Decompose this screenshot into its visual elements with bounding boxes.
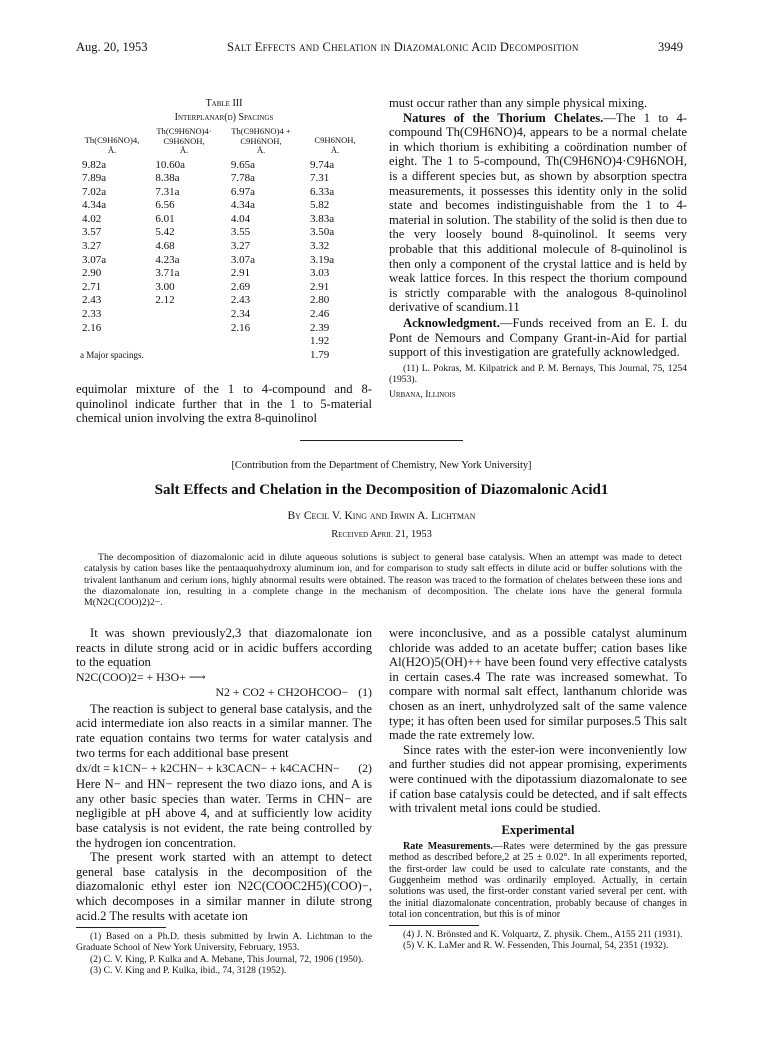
table-cell: 7.89a <box>82 172 107 185</box>
header-page-number: 3949 <box>658 40 683 54</box>
table-cell: 7.78a <box>230 172 256 185</box>
table-cell: 4.34a <box>82 199 107 212</box>
footnote-2: (2) C. V. King, P. Kulka and A. Mebane, This Journal, 72, 1906 (1950). <box>90 953 364 965</box>
table-row <box>82 335 372 349</box>
table-row <box>82 254 372 268</box>
abstract: The decomposition of diazomalonic acid in dilute aqueous solutions is subject to general base catalysis. When an attempt was made to detect catalysis by cation bases like the pentaaquohydroxy aluminum ion, and for comparison to study salt effects in dilute acid or buffer solutions with the trivalent lanthanum and cerium ions, highly abnormal results were obtained. The reason was traced to the formation of chelates between these ions and the diazomalonate ion, resulting in a complete change in the mechanism of decomposition. The chelate ions have the general formula M(N2C(COO)2)2−. <box>84 552 682 609</box>
table-cell: 2.91 <box>309 280 330 293</box>
table-cell: 3.03 <box>309 267 330 280</box>
table-cell: 3.57 <box>82 226 102 239</box>
table-cell: 2.71 <box>82 280 102 293</box>
table-cell: 6.01 <box>155 212 175 225</box>
table-row <box>82 159 372 173</box>
footnote-rule-right <box>389 925 479 926</box>
table-cell: 3.50a <box>309 226 335 239</box>
table-cell: 3.27 <box>230 240 251 253</box>
table-cell: 2.90 <box>82 267 102 280</box>
body-p3: Here N− and HN− represent the two diazo ions, and A is any other basic species than water. Terms in CHN− are negligible at pH above 4, and at sufficiently low acidity base catalysis is not evident, the rate being controlled by the hydrogen ion concentration. <box>76 777 372 850</box>
header-date: Aug. 20, 1953 <box>76 40 148 54</box>
right-body-column <box>389 626 687 951</box>
table-row <box>82 213 372 227</box>
col3-unit: Å. <box>256 145 266 155</box>
table-row <box>82 267 372 281</box>
table-cell <box>82 335 155 349</box>
section-heading-experimental: Experimental <box>501 822 575 837</box>
table-cell: 2.39 <box>309 321 330 334</box>
right-top-column <box>389 96 687 400</box>
footnote-3: (3) C. V. King and P. Kulka, ibid., 74, 3128 (1952). <box>90 964 287 976</box>
footnote-4: (4) J. N. Brönsted and K. Volquartz, Z. physik. Chem., A155 211 (1931). <box>403 928 683 940</box>
table-cell: 2.12 <box>155 294 175 307</box>
table-cell: 6.33a <box>309 185 335 198</box>
body-p2: The reaction is subject to general base catalysis, and the acid intermediate ion also reacts in a similar manner. The rate equation contains two terms for water catalysis and two terms for each additional base present <box>76 701 372 760</box>
table-row <box>82 226 372 240</box>
table-cell: 7.31 <box>309 172 330 185</box>
table-cell: 4.68 <box>155 240 175 253</box>
col4-header: C9H6NOH, <box>314 135 356 145</box>
table-cell: 5.42 <box>155 226 175 239</box>
col2-unit: Å. <box>179 145 189 155</box>
col1-unit: Å. <box>107 144 117 155</box>
table-cell: 9.74a <box>309 158 335 171</box>
table-cell: 3.19a <box>309 253 335 266</box>
table-row <box>82 322 372 336</box>
table-cell: 3.83a <box>309 212 335 225</box>
equation-2-number: (2) <box>358 761 372 776</box>
table-cell <box>155 308 231 322</box>
table-body <box>82 159 372 363</box>
col4-unit: Å. <box>330 144 340 155</box>
table-cell: 1.92 <box>309 335 330 348</box>
col2-header-2: C9H6NOH, <box>163 135 205 146</box>
table-cell: 2.43 <box>82 294 102 307</box>
right-body-p2: Since rates with the ester-ion were inconveniently low and further studies did not appear promising, experiments were continued with the dipotassium diazomalonate to see if cation base catalysis could be detected, and if salt effects with trivalent metal ions could be studied. <box>389 742 687 816</box>
table-row <box>82 294 372 308</box>
rate-measurements-heading: Rate Measurements. <box>403 840 493 852</box>
table-cell: 5.82 <box>309 199 330 212</box>
table-row <box>82 172 372 186</box>
table-cell: 4.02 <box>82 212 102 225</box>
table-cell: 2.91 <box>230 267 251 280</box>
table-cell: 3.32 <box>309 240 330 253</box>
table-title: Table III <box>205 98 243 109</box>
col3-header-2: C9H6NOH, <box>240 135 282 146</box>
table-cell: 7.31a <box>155 185 180 198</box>
running-header <box>76 40 683 56</box>
table-cell: 2.16 <box>230 321 251 334</box>
right-top-p1: must occur rather than any simple physical mixing. <box>389 96 648 110</box>
table-footnote: a Major spacings. <box>80 350 144 361</box>
table-cell: 1.79 <box>309 348 330 361</box>
footnote-5: (5) V. K. LaMer and R. W. Fessenden, This Journal, 54, 2351 (1932). <box>403 939 669 951</box>
body-p4: The present work started with an attempt to detect general base catalysis in the decomposition of the diazomalonic ethyl ester ion N2C(COOC2H5)(COO)−, which decomposes in a similar manner in dilute strong acid.2 The results with acetate ion <box>76 850 372 923</box>
col1-header: Th(C9H6NO)4, <box>84 135 140 145</box>
table-cell: 9.65a <box>230 158 256 171</box>
table-row <box>82 308 372 322</box>
table-cell: 3.07a <box>82 253 107 266</box>
left-body-column <box>76 626 372 976</box>
natures-heading: Natures of the Thorium Chelates. <box>403 110 604 125</box>
table-cell: 3.07a <box>230 253 256 266</box>
table-cell: 2.34 <box>230 308 251 321</box>
equation-1-line1: N2C(COO)2= + H3O+ ⟶ <box>76 669 206 684</box>
table-row <box>82 281 372 295</box>
table-cell <box>155 322 231 336</box>
table-cell: 3.00 <box>155 280 175 293</box>
ack-heading: Acknowledgment. <box>403 315 500 330</box>
natures-body: —The 1 to 4-compound Th(C9H6NO)4, appears to be a normal chelate in which thorium is exhibiting a coördination number of eight. The 1 to 5-compound, Th(C9H6NO)4·C9H6NOH, is a different species but, as shown by absorption spectra measurements, it possesses this identity only in the solid state and becomes indistinguishable from the 1 to 4-material in solution. The stability of the solid is then due to the very loosely bound 8-quinolinol. It seems very probable that this additional molecule of 8-quinolinol is then only a component of the crystal lattice and is held by weak lattice forces. In this respect the thorium compound is strictly comparable with the analogous 8-quinolinol derivative of scandium.11 <box>389 110 687 315</box>
left-top-text: equimolar mixture of the 1 to 4-compound and 8-quinolinol indicate further that in the 1 to 5-material chemical union involving the extra 8-quinolinol <box>76 382 372 426</box>
table-cell: 2.16 <box>82 321 102 334</box>
rate-measurements-body: —Rates were determined by the gas pressure method as described before,2 at 25 ± 0.02°. In all experiments reported, the first-order law could be used to calculate rate constants, and the Guggenheim method was ordinarily employed. Actually, in certain solutions was used, the first-order constant varied several per cent. with the initial diazomalonate concentration, probably because of changes in total ion concentration, but this is of minor <box>389 840 687 921</box>
table-cell: 7.02a <box>82 185 107 198</box>
table-cell: 3.27 <box>82 240 102 253</box>
table-subtitle: Interplanar(d) Spacings <box>174 112 274 123</box>
table-cell: 2.80 <box>309 294 330 307</box>
ack-body: —Funds received from an E. I. du Pont de Nemours and Company Grant-in-Aid for partial support of this investigation are gratefully acknowledged. <box>389 315 687 360</box>
body-p1: It was shown previously2,3 that diazomalonate ion reacts in dilute strong acid or in acidic buffers according to the equation <box>76 626 372 670</box>
table-cell: 10.60a <box>155 158 185 171</box>
ref-11: (11) L. Pokras, M. Kilpatrick and P. M. Bernays, This Journal, 75, 1254 (1953). <box>389 362 687 385</box>
table-row <box>82 199 372 213</box>
table-cell: 2.33 <box>82 308 102 321</box>
table-cell: 4.23a <box>155 253 180 266</box>
equation-1-line2: N2 + CO2 + CH2OHCOO− <box>215 684 349 699</box>
table-row <box>82 240 372 254</box>
table-row <box>82 186 372 200</box>
table-iii <box>76 98 372 360</box>
header-running-title: Salt Effects and Chelation in Diazomalonic Acid Decomposition <box>226 40 579 54</box>
article-title: Salt Effects and Chelation in the Decomposition of Diazomalonic Acid1 <box>154 482 609 498</box>
equation-2: dx/dt = k1CN− + k2CHN− + k3CACN− + k4CACHN− <box>76 761 340 776</box>
table-cell: 2.43 <box>230 294 251 307</box>
table-cell: 4.04 <box>230 212 251 225</box>
table-cell <box>155 335 231 349</box>
affiliation: Urbana, Illinois <box>389 389 456 401</box>
table-cell: 2.69 <box>230 280 251 293</box>
table-cell: 6.56 <box>155 199 175 212</box>
divider <box>300 440 463 441</box>
right-body-p1: were inconclusive, and as a possible catalyst aluminum chloride was added to an acetate buffer; cation bases like Al(H2O)5(OH)++ have been found very effective catalysts in certain cases.4 The rate was increased somewhat. To compare with normal salt effect, lanthanum chloride was chosen as an inert, unhydrolyzed salt of the same valence type; it has often been used for similar purposes.5 This salt made the rate extremely low. <box>389 626 687 743</box>
table-cell: 3.71a <box>155 267 180 280</box>
table-header <box>76 127 372 156</box>
col3-header-1: Th(C9H6NO)4 + <box>231 126 291 136</box>
col2-header-1: Th(C9H6NO)4· <box>156 126 212 136</box>
table-cell: 2.46 <box>309 308 330 321</box>
table-cell <box>231 335 310 349</box>
table-cell: 9.82a <box>82 158 107 171</box>
equation-1-number: (1) <box>358 684 372 699</box>
article-received: Received April 21, 1953 <box>331 529 432 540</box>
table-cell: 4.34a <box>230 199 256 212</box>
table-cell: 8.38a <box>155 172 180 185</box>
article-authors: By Cecil V. King and Irwin A. Lichtman <box>287 510 476 522</box>
table-cell: 3.55 <box>230 226 251 239</box>
table-cell: 6.97a <box>230 185 256 198</box>
footnote-rule <box>76 927 166 928</box>
contribution-line: [Contribution from the Department of Chemistry, New York University] <box>231 460 532 471</box>
footnote-1: (1) Based on a Ph.D. thesis submitted by Irwin A. Lichtman to the Graduate School of New York University, February, 1953. <box>76 931 372 954</box>
